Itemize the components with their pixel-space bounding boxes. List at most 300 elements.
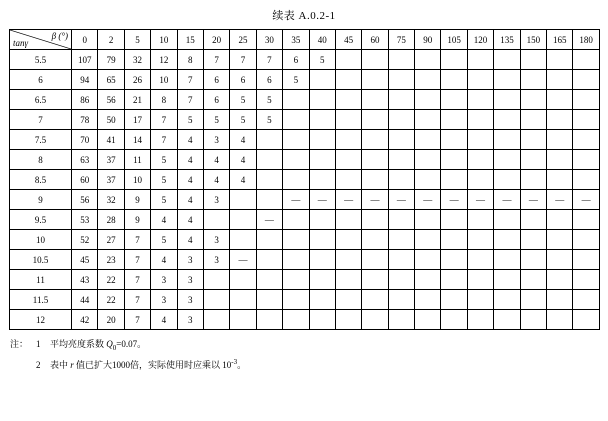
table-cell: 6 [203, 70, 229, 90]
table-cell: 50 [98, 110, 124, 130]
tangamma-axis-label: tanγ [13, 38, 29, 48]
table-cell: — [441, 190, 467, 210]
table-cell [362, 90, 388, 110]
table-cell [335, 70, 361, 90]
table-cell: 7 [124, 230, 150, 250]
row-label: 10 [10, 230, 72, 250]
table-cell: 3 [151, 270, 177, 290]
table-cell: 4 [203, 150, 229, 170]
table-cell [520, 50, 546, 70]
table-cell: — [415, 190, 441, 210]
table-cell [467, 310, 493, 330]
table-cell [256, 290, 282, 310]
table-cell [335, 130, 361, 150]
table-cell: 60 [72, 170, 98, 190]
table-cell [415, 270, 441, 290]
table-cell [494, 70, 520, 90]
table-cell: 5 [151, 170, 177, 190]
table-cell [335, 310, 361, 330]
table-cell: 4 [177, 230, 203, 250]
table-cell: 43 [72, 270, 98, 290]
table-cell: 7 [151, 130, 177, 150]
table-cell: 7 [124, 250, 150, 270]
table-cell [467, 90, 493, 110]
table-row [10, 230, 600, 250]
note-symbol-q: Q [106, 339, 113, 349]
table-row [10, 110, 600, 130]
row-label: 5.5 [10, 50, 72, 70]
table-cell [441, 50, 467, 70]
table-cell: 3 [177, 270, 203, 290]
table-cell [467, 50, 493, 70]
table-cell: — [256, 210, 282, 230]
column-header-25: 25 [230, 30, 256, 50]
column-header-30: 30 [256, 30, 282, 50]
table-cell [520, 130, 546, 150]
table-cell [309, 210, 335, 230]
table-cell [520, 170, 546, 190]
table-cell [283, 90, 309, 110]
table-cell [441, 270, 467, 290]
row-label: 7.5 [10, 130, 72, 150]
column-header-90: 90 [415, 30, 441, 50]
table-cell [335, 250, 361, 270]
table-cell: 44 [72, 290, 98, 310]
table-cell: 3 [151, 290, 177, 310]
table-cell: 79 [98, 50, 124, 70]
column-header-135: 135 [494, 30, 520, 50]
table-cell: 10 [124, 170, 150, 190]
table-cell [283, 210, 309, 230]
column-header-35: 35 [283, 30, 309, 50]
table-cell [230, 210, 256, 230]
notes-title: 注： [10, 339, 29, 349]
table-cell [494, 150, 520, 170]
table-cell [520, 70, 546, 90]
table-cell: — [467, 190, 493, 210]
table-cell: 7 [124, 270, 150, 290]
table-cell [467, 290, 493, 310]
table-cell: 7 [124, 290, 150, 310]
table-cell: 65 [98, 70, 124, 90]
table-cell [362, 50, 388, 70]
table-cell [467, 270, 493, 290]
table-cell [362, 230, 388, 250]
table-cell [256, 270, 282, 290]
table-cell: — [362, 190, 388, 210]
table-cell: 26 [124, 70, 150, 90]
table-cell: 3 [177, 290, 203, 310]
table-cell [256, 310, 282, 330]
table-row [10, 130, 600, 150]
table-cell [230, 290, 256, 310]
row-label: 6.5 [10, 90, 72, 110]
table-cell [494, 50, 520, 70]
table-cell [283, 170, 309, 190]
table-cell: 78 [72, 110, 98, 130]
table-cell [203, 210, 229, 230]
table-cell [415, 210, 441, 230]
table-cell [441, 70, 467, 90]
table-cell [494, 90, 520, 110]
table-cell [573, 110, 599, 130]
table-cell [573, 130, 599, 150]
column-header-15: 15 [177, 30, 203, 50]
table-cell [441, 130, 467, 150]
table-cell [520, 110, 546, 130]
table-cell: 5 [203, 110, 229, 130]
table-row [10, 250, 600, 270]
note-text-2-post: 。 [237, 359, 247, 370]
table-cell [494, 110, 520, 130]
table-cell [494, 270, 520, 290]
table-cell [335, 50, 361, 70]
table-cell: 17 [124, 110, 150, 130]
table-cell [547, 50, 573, 70]
table-cell [362, 270, 388, 290]
table-cell [467, 250, 493, 270]
table-cell [467, 170, 493, 190]
table-cell [547, 210, 573, 230]
row-label: 7 [10, 110, 72, 130]
table-cell: 7 [151, 110, 177, 130]
table-cell: 20 [98, 310, 124, 330]
table-cell [547, 150, 573, 170]
table-cell: 11 [124, 150, 150, 170]
table-cell: 3 [177, 310, 203, 330]
table-cell: — [547, 190, 573, 210]
table-cell [467, 150, 493, 170]
note-number-1: 1 [36, 339, 41, 349]
table-row [10, 190, 600, 210]
table-cell [362, 110, 388, 130]
table-cell [547, 110, 573, 130]
table-cell: 7 [230, 50, 256, 70]
row-label: 10.5 [10, 250, 72, 270]
note-symbol-r: r [70, 359, 74, 370]
table-cell: 5 [256, 110, 282, 130]
table-cell [573, 290, 599, 310]
table-cell [415, 250, 441, 270]
notes-block [10, 337, 608, 372]
table-cell [547, 70, 573, 90]
table-cell [494, 290, 520, 310]
table-cell [283, 270, 309, 290]
table-cell [573, 150, 599, 170]
row-label: 11 [10, 270, 72, 290]
table-cell [256, 230, 282, 250]
table-cell: — [230, 250, 256, 270]
table-cell: — [309, 190, 335, 210]
table-cell: 9 [124, 190, 150, 210]
table-cell [441, 230, 467, 250]
table-cell: — [388, 190, 414, 210]
table-cell [415, 290, 441, 310]
column-header-150: 150 [520, 30, 546, 50]
table-cell: 3 [177, 250, 203, 270]
table-row [10, 290, 600, 310]
table-cell: 5 [230, 110, 256, 130]
table-cell [547, 250, 573, 270]
table-cell [573, 310, 599, 330]
column-header-2: 2 [98, 30, 124, 50]
table-cell: 86 [72, 90, 98, 110]
note-item-2 [10, 355, 608, 372]
table-cell [283, 130, 309, 150]
table-cell [203, 290, 229, 310]
table-cell [573, 170, 599, 190]
table-cell: 45 [72, 250, 98, 270]
table-cell [362, 310, 388, 330]
table-cell [388, 130, 414, 150]
page-title: 续表 A.0.2-1 [272, 10, 336, 22]
table-cell [415, 130, 441, 150]
table-cell [520, 210, 546, 230]
table-cell: 5 [151, 230, 177, 250]
table-cell [441, 90, 467, 110]
column-header-45: 45 [335, 30, 361, 50]
table-cell [494, 250, 520, 270]
table-cell: 41 [98, 130, 124, 150]
table-cell [256, 130, 282, 150]
table-cell: 23 [98, 250, 124, 270]
row-label: 8.5 [10, 170, 72, 190]
table-cell: 10 [151, 70, 177, 90]
column-header-10: 10 [151, 30, 177, 50]
table-cell: 53 [72, 210, 98, 230]
column-header-20: 20 [203, 30, 229, 50]
table-cell: 12 [151, 50, 177, 70]
table-cell: 7 [203, 50, 229, 70]
table-cell [441, 290, 467, 310]
table-cell: 4 [151, 250, 177, 270]
table-cell [441, 150, 467, 170]
table-cell [335, 270, 361, 290]
table-cell: 52 [72, 230, 98, 250]
table-cell [388, 210, 414, 230]
table-cell: — [335, 190, 361, 210]
table-cell [335, 170, 361, 190]
note-text-1-post: =0.07。 [116, 339, 147, 349]
beta-axis-label: β (°) [51, 31, 68, 41]
table-cell: 4 [177, 210, 203, 230]
table-cell [467, 210, 493, 230]
row-label: 6 [10, 70, 72, 90]
table-cell [520, 290, 546, 310]
table-header-row [10, 30, 600, 50]
table-cell [573, 270, 599, 290]
table-cell [309, 230, 335, 250]
table-cell [362, 250, 388, 270]
table-cell [441, 210, 467, 230]
table-cell: 6 [203, 90, 229, 110]
table-row [10, 50, 600, 70]
table-cell [388, 150, 414, 170]
table-cell [335, 290, 361, 310]
table-cell [256, 150, 282, 170]
table-cell [415, 170, 441, 190]
note-text-2-pre: 表中 [50, 359, 71, 370]
table-cell: 56 [98, 90, 124, 110]
table-cell [388, 250, 414, 270]
table-cell: 63 [72, 150, 98, 170]
note-text-1-pre: 平均亮度系数 [50, 339, 107, 349]
table-row [10, 210, 600, 230]
table-cell [335, 150, 361, 170]
table-cell: 7 [256, 50, 282, 70]
table-cell [309, 250, 335, 270]
table-cell [520, 150, 546, 170]
table-cell [494, 130, 520, 150]
table-cell [256, 190, 282, 210]
row-label: 8 [10, 150, 72, 170]
table-cell: 4 [151, 210, 177, 230]
table-cell [573, 50, 599, 70]
table-cell: 6 [256, 70, 282, 90]
table-body [10, 50, 600, 330]
table-cell [309, 110, 335, 130]
column-header-75: 75 [388, 30, 414, 50]
table-cell: 107 [72, 50, 98, 70]
table-cell [362, 150, 388, 170]
table-cell: 3 [203, 250, 229, 270]
table-cell [203, 270, 229, 290]
table-cell [388, 50, 414, 70]
row-label: 11.5 [10, 290, 72, 310]
table-cell [283, 310, 309, 330]
table-cell: 14 [124, 130, 150, 150]
table-cell [573, 230, 599, 250]
table-cell: 4 [230, 170, 256, 190]
table-cell: 6 [230, 70, 256, 90]
table-cell: 21 [124, 90, 150, 110]
table-cell [415, 50, 441, 70]
table-cell: 5 [151, 150, 177, 170]
note-number-2: 2 [36, 359, 41, 370]
column-header-40: 40 [309, 30, 335, 50]
table-cell [547, 90, 573, 110]
table-row [10, 270, 600, 290]
table-cell [441, 310, 467, 330]
table-cell [256, 250, 282, 270]
table-cell [203, 310, 229, 330]
table-cell [362, 130, 388, 150]
table-cell [309, 150, 335, 170]
note-item-1 [10, 337, 608, 355]
table-cell: 4 [151, 310, 177, 330]
table-cell: 5 [151, 190, 177, 210]
note-subscript-0: 0 [112, 343, 117, 352]
table-cell: 42 [72, 310, 98, 330]
table-row [10, 170, 600, 190]
table-cell: — [494, 190, 520, 210]
table-cell [415, 70, 441, 90]
data-table [9, 29, 600, 330]
table-cell [415, 110, 441, 130]
corner-header-cell [10, 30, 72, 50]
table-cell: 3 [203, 130, 229, 150]
table-cell: 4 [177, 150, 203, 170]
table-cell [230, 190, 256, 210]
table-row [10, 90, 600, 110]
table-cell: 8 [151, 90, 177, 110]
table-cell [415, 90, 441, 110]
table-cell [335, 210, 361, 230]
column-header-180: 180 [573, 30, 599, 50]
table-cell: 4 [230, 130, 256, 150]
table-cell [441, 170, 467, 190]
table-cell [230, 310, 256, 330]
table-cell [283, 250, 309, 270]
table-cell [441, 110, 467, 130]
table-row [10, 150, 600, 170]
row-label: 9 [10, 190, 72, 210]
table-cell [547, 130, 573, 150]
table-cell: 4 [230, 150, 256, 170]
table-cell: 8 [177, 50, 203, 70]
table-cell [494, 310, 520, 330]
table-cell [256, 170, 282, 190]
table-cell [362, 170, 388, 190]
table-cell [547, 230, 573, 250]
table-cell [309, 290, 335, 310]
table-cell [547, 170, 573, 190]
table-cell: 32 [98, 190, 124, 210]
table-cell [520, 270, 546, 290]
table-cell [388, 110, 414, 130]
table-cell [467, 230, 493, 250]
table-cell [388, 230, 414, 250]
table-cell [283, 290, 309, 310]
table-cell: 37 [98, 170, 124, 190]
table-cell [467, 110, 493, 130]
row-label: 9.5 [10, 210, 72, 230]
table-cell: 27 [98, 230, 124, 250]
table-cell: 3 [203, 230, 229, 250]
table-cell [309, 170, 335, 190]
table-cell [362, 290, 388, 310]
row-label: 12 [10, 310, 72, 330]
table-cell: 56 [72, 190, 98, 210]
column-header-105: 105 [441, 30, 467, 50]
note-superscript-minus3: -3 [231, 357, 238, 366]
table-cell [388, 270, 414, 290]
table-cell: 7 [177, 90, 203, 110]
table-container [9, 29, 599, 330]
table-cell [388, 70, 414, 90]
table-cell [309, 70, 335, 90]
table-cell: 28 [98, 210, 124, 230]
table-cell [230, 230, 256, 250]
table-cell [494, 210, 520, 230]
table-cell [362, 70, 388, 90]
table-cell [230, 270, 256, 290]
table-cell [335, 110, 361, 130]
table-cell [388, 290, 414, 310]
table-cell [573, 90, 599, 110]
table-cell: 7 [124, 310, 150, 330]
table-cell [547, 270, 573, 290]
table-cell: 4 [177, 130, 203, 150]
table-cell [441, 250, 467, 270]
table-cell [573, 70, 599, 90]
table-cell: — [283, 190, 309, 210]
table-cell [283, 230, 309, 250]
table-cell: 32 [124, 50, 150, 70]
table-cell [520, 310, 546, 330]
table-cell [309, 270, 335, 290]
table-cell: — [573, 190, 599, 210]
